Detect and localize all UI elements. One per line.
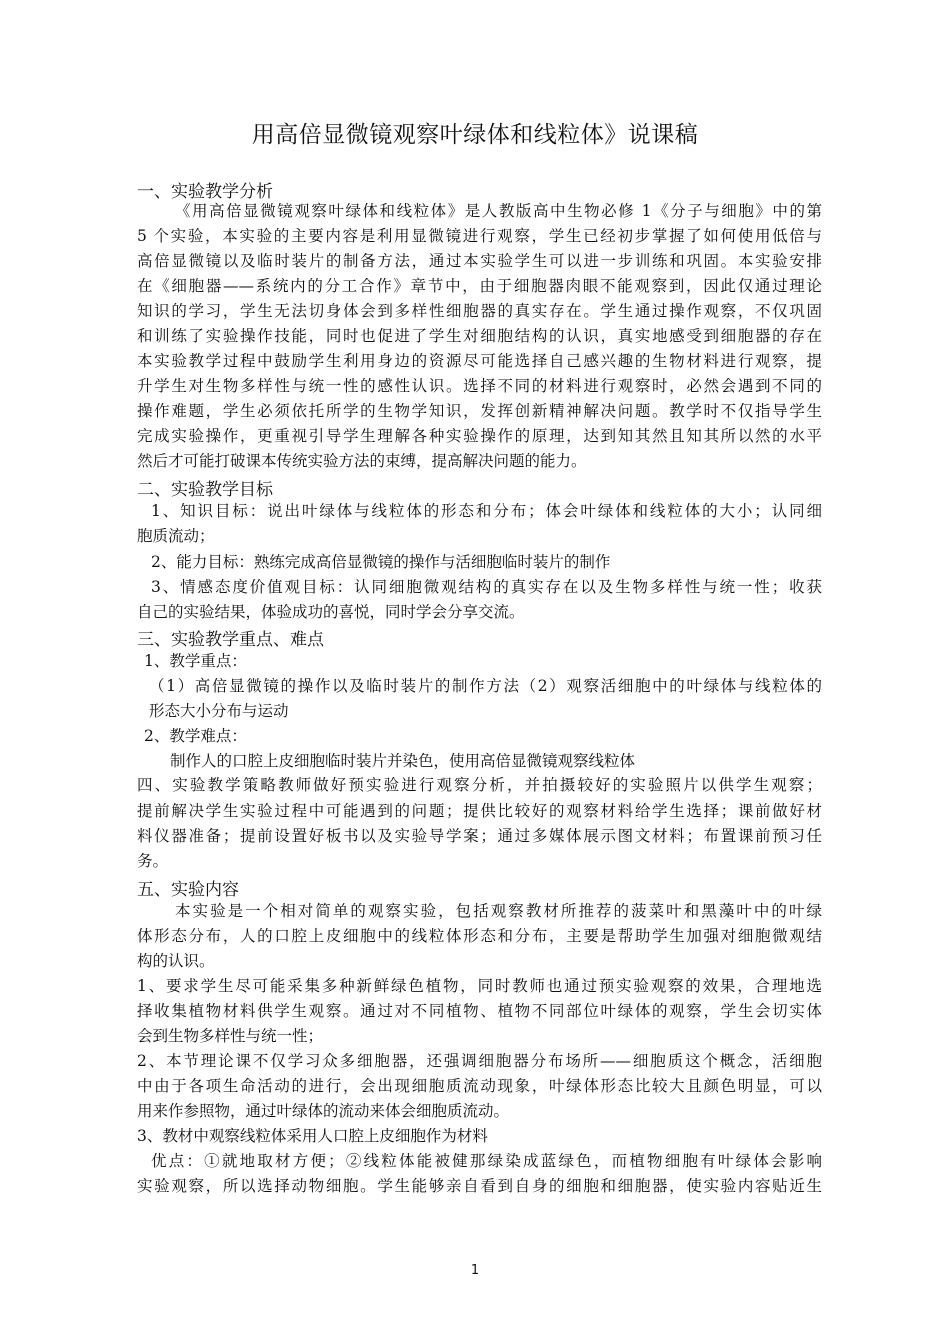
paragraph-line: 知识的学习，学生无法切身体会到多样性细胞器的真实存在。学生通过操作观察，不仅巩固 xyxy=(137,302,822,320)
paragraph-line: 1、教学重点： xyxy=(144,652,247,670)
section-heading: 一、实验教学分析 xyxy=(137,182,273,202)
paragraph-line: （1）高倍显微镜的操作以及临时装片的制作方法（2）观察活细胞中的叶绿体与线粒体的 xyxy=(149,677,822,695)
paragraph-line: 2、本节理论课不仅学习众多细胞器，还强调细胞器分布场所——细胞质这个概念，活细胞 xyxy=(137,1052,822,1070)
paragraph-line: 构的认识。 xyxy=(137,952,215,970)
paragraph-line: 3、情感态度价值观目标：认同细胞微观结构的真实存在以及生物多样性与统一性；收获 xyxy=(151,578,822,596)
paragraph-line: 实验观察，所以选择动物细胞。学生能够亲自看到自身的细胞和细胞器，使实验内容贴近生 xyxy=(137,1177,822,1195)
paragraph-line: 升学生对生物多样性与统一性的感性认识。选择不同的材料进行观察时，必然会遇到不同的 xyxy=(137,377,822,395)
paragraph-line: 中由于各项生命活动的进行，会出现细胞质流动现象，叶绿体形态比较大且颜色明显，可以 xyxy=(137,1077,822,1095)
paragraph-line: 用来作参照物，通过叶绿体的流动来体会细胞质流动。 xyxy=(137,1102,510,1120)
paragraph-line: 胞质流动； xyxy=(137,527,215,545)
paragraph-line: 3、教材中观察线粒体采用人口腔上皮细胞作为材料 xyxy=(137,1127,488,1145)
page-number: 1 xyxy=(470,1263,480,1278)
paragraph-line: 2、教学难点： xyxy=(144,727,247,745)
paragraph-line: 5 个实验，本实验的主要内容是利用显微镜进行观察，学生已经初步掌握了如何使用低倍与 xyxy=(137,227,822,245)
paragraph-line: 完成实验操作，更重视引导学生理解各种实验操作的原理，达到知其然且知其所以然的水平 xyxy=(137,427,822,445)
paragraph-line: 形态大小分布与运动 xyxy=(149,702,289,720)
paragraph-line: 择收集植物材料供学生观察。通过对不同植物、植物不同部位叶绿体的观察，学生会切实体 xyxy=(137,1002,822,1020)
paragraph-line: 料仪器准备；提前设置好板书以及实验导学案；通过多媒体展示图文材料；布置课前预习任 xyxy=(137,827,822,845)
section-heading: 二、实验教学目标 xyxy=(137,480,273,500)
paragraph-line: 本实验教学过程中鼓励学生利用身边的资源尽可能选择自己感兴趣的生物材料进行观察，提 xyxy=(137,352,822,370)
paragraph-line: 《用高倍显微镜观察叶绿体和线粒体》是人教版高中生物必修 1《分子与细胞》中的第 xyxy=(175,202,822,220)
paragraph-line: 在《细胞器——系统内的分工合作》章节中，由于细胞器肉眼不能观察到，因此仅通过理论 xyxy=(137,277,822,295)
paragraph-line: 然后才可能打破课本传统实验方法的束缚，提高解决问题的能力。 xyxy=(137,452,587,470)
paragraph-line: 务。 xyxy=(137,852,169,870)
paragraph-line: 体形态分布，人的口腔上皮细胞中的线粒体形态和分布，主要是帮助学生加强对细胞微观结 xyxy=(137,927,822,945)
paragraph-line: 会到生物多样性与统一性； xyxy=(137,1027,324,1045)
section-heading: 三、实验教学重点、难点 xyxy=(137,630,324,650)
document-title: 用高倍显微镜观察叶绿体和线粒体》说课稿 xyxy=(251,122,699,148)
paragraph-line: 高倍显微镜以及临时装片的制备方法，通过本实验学生可以进一步训练和巩固。本实验安排 xyxy=(137,252,822,270)
paragraph-line: 优点：①就地取材方便；②线粒体能被健那绿染成蓝绿色，而植物细胞有叶绿体会影响 xyxy=(151,1152,822,1170)
paragraph-line: 1、知识目标：说出叶绿体与线粒体的形态和分布；体会叶绿体和线粒体的大小；认同细 xyxy=(151,502,822,520)
paragraph-line: 提前解决学生实验过程中可能遇到的问题；提供比较好的观察材料给学生选择；课前做好材 xyxy=(137,802,822,820)
paragraph-line: 本实验是一个相对简单的观察实验，包括观察教材所推荐的菠菜叶和黑藻叶中的叶绿 xyxy=(175,902,822,920)
paragraph-line: 制作人的口腔上皮细胞临时装片并染色，使用高倍显微镜观察线粒体 xyxy=(170,752,636,770)
section-heading: 五、实验内容 xyxy=(137,880,239,900)
paragraph-line: 1、要求学生尽可能采集多种新鲜绿色植物，同时教师也通过预实验观察的效果，合理地选 xyxy=(137,977,822,995)
paragraph-line: 四、实验教学策略教师做好预实验进行观察分析，并拍摄较好的实验照片以供学生观察； xyxy=(137,776,822,794)
paragraph-line: 操作难题，学生必须依托所学的生物学知识，发挥创新精神解决问题。教学时不仅指导学生 xyxy=(137,402,822,420)
paragraph-line: 2、能力目标：熟练完成高倍显微镜的操作与活细胞临时装片的制作 xyxy=(151,553,611,571)
paragraph-line: 自己的实验结果，体验成功的喜悦，同时学会分享交流。 xyxy=(137,603,525,621)
paragraph-line: 和训练了实验操作技能，同时也促进了学生对细胞结构的认识，真实地感受到细胞器的存在 xyxy=(137,327,822,345)
